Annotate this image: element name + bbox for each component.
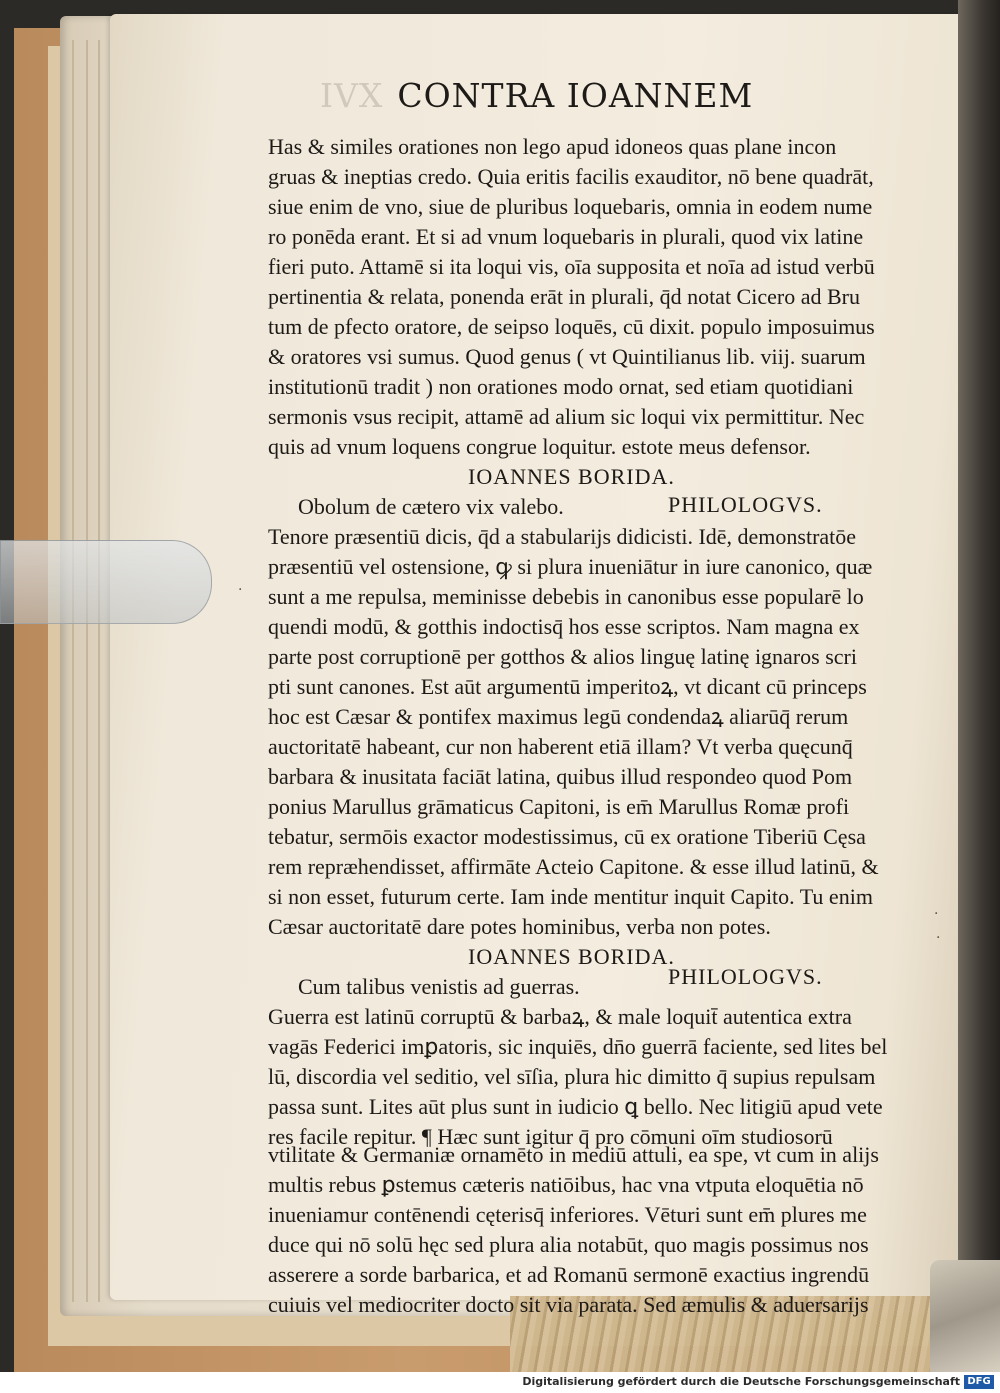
margin-mark: · [936,930,941,946]
text-line: præsentiū vel ostensione, ꝙ si plura inueniātur in iure canonico, quæ [268,554,873,579]
text-line: siue enim de vno, siue de pluribus loquebaris, omnia in eodem nume [268,194,873,219]
text-line: rem repræhendisset, affirmāte Acteio Capitone. & esse illud latinū, & [268,854,879,879]
speaker-heading: IOANNES BORIDA. [468,464,675,489]
leaf-edge [98,40,100,1302]
book-gutter [958,0,1000,1372]
text-line: parte post corruptionē per gotthos & alios linguę latinę ignaros scri [268,644,857,669]
speaker-heading: PHILOLOGVS. [668,964,823,989]
text-line: tebatur, sermōis exactor modestissimus, cū ex oratione Tiberiū Cęsa [268,824,866,849]
text-line: institutionū tradit ) non orationes modo ornat, sed etiam quotidiani [268,374,854,399]
text-line: cuiuis vel mediocriter docto sit via parata. Sed æmulis & aduersarijs [268,1292,869,1317]
text-line: Cæsar auctoritatē dare potes hominibus, verba non potes. [268,914,771,939]
text-line: Guerra est latinū corruptū & barbaꝝ, & male loquit̄ autentica extra [268,1004,852,1029]
text-line: vtilitate & Germaniæ ornamēto in mediū attuli, ea spe, vt cum in alijs [268,1142,879,1167]
text-line: & oratores vsi sumus. Quod genus ( vt Quintilianus lib. viij. suarum [268,344,866,369]
leaf-edge [86,40,88,1302]
text-line: vagās Federici imꝑatoris, sic inquiēs, dn̄o guerrā faciente, sed lites bel [268,1034,888,1059]
text-line: quendi modū, & gotthis indoctisq̄ hos esse scriptos. Nam magna ex [268,614,860,639]
text-line: inueniamur contēnendi cęterisq̄ inferiores. Vēturi sunt em̄ plures me [268,1202,867,1227]
text-line: duce qui nō solū hęc sed plura alia notabūt, quo magis possimus nos [268,1232,869,1257]
text-line: fieri puto. Attamē si ita loqui vis, oīa supposita et noīa ad istud verbū [268,254,875,279]
leaf-edge [72,40,74,1302]
running-head-bleed-through: IVX [320,76,384,115]
text-line: lū, discordia vel seditio, vel sīſia, plura hic dimitto q̄ supius repulsam [268,1064,876,1089]
text-line: Tenore præsentiū dicis, q̄d a stabularijs didicisti. Idē, demonstratōe [268,524,857,549]
text-line: si non esset, futurum certe. Iam inde mentitur inquit Capito. Tu enim [268,884,873,909]
margin-mark: · [238,582,243,598]
text-line: ro ponēda erant. Et si ad vnum loquebaris in plurali, quod vix latine [268,224,864,249]
text-line: barbara & inusitata faciāt latina, quibus illud respondeo quod Pom [268,764,853,789]
dialogue-reply: Obolum de cætero vix valebo. [298,494,564,519]
binding-tape [930,1260,1000,1372]
text-line: pti sunt canones. Est aūt argumentū imperitoꝝ, vt dicant cū princeps [268,674,867,699]
text-line: tum de pfecto oratore, de seipso loquēs, cū dixit. populo imposuimus [268,314,875,339]
running-head [320,76,760,126]
text-line: auctoritatē habeant, cur non haberent etiā illam? Vt verba quęcunq̄ [268,734,853,759]
text-line: ponius Marullus grāmaticus Capitoni, is em̄ Marullus Romæ profi [268,794,850,819]
text-line: asserere a sorde barbarica, et ad Romanū sermonē exactius ingrendū [268,1262,870,1287]
text-line: sermonis vsus recipit, attamē ad alium sic loqui vix permittitur. Nec [268,404,865,429]
text-line: Has & similes orationes non lego apud idoneos quas plane incon [268,134,837,159]
page-text [268,132,928,1149]
page-weight-ruler [0,540,212,624]
text-line: pertinentia & relata, ponenda erāt in plurali, q̄d notat Cicero ad Bru [268,284,860,309]
dialogue-reply: Cum talibus venistis ad guerras. [298,974,580,999]
text-line: hoc est Cæsar & pontifex maximus legū condendaꝝ aliarūq̄ rerum [268,704,849,729]
speaker-heading: PHILOLOGVS. [668,492,823,517]
page-text-continued [268,1142,928,1352]
margin-mark: · [934,906,939,922]
footer-bar [0,1372,1000,1393]
funding-credit: Digitalisierung gefördert durch die Deutsche Forschungsgemeinschaft [522,1375,960,1388]
running-head-title: CONTRA IOANNEM [397,76,754,115]
dfg-logo: DFG [964,1375,994,1389]
speaker-heading: IOANNES BORIDA. [468,944,675,969]
text-line: sunt a me repulsa, meminisse debebis in canonibus esse popularē lo [268,584,864,609]
text-line: res facile repitur. ¶ Hæc sunt igitur q̄ pro cōmuni oīm studiosorū [268,1124,833,1149]
text-line: passa sunt. Lites aūt plus sunt in iudicio ꝗ bello. Nec litigiū apud vete [268,1094,883,1119]
text-line: multis rebus ꝑstemus cæteris natiōibus, hac vna vtputa eloquētia nō [268,1172,864,1197]
text-line: gruas & ineptias credo. Quia eritis facilis exauditor, nō bene quadrāt, [268,164,874,189]
text-line: quis ad vnum loquens congrue loquitur. estote meus defensor. [268,434,811,459]
